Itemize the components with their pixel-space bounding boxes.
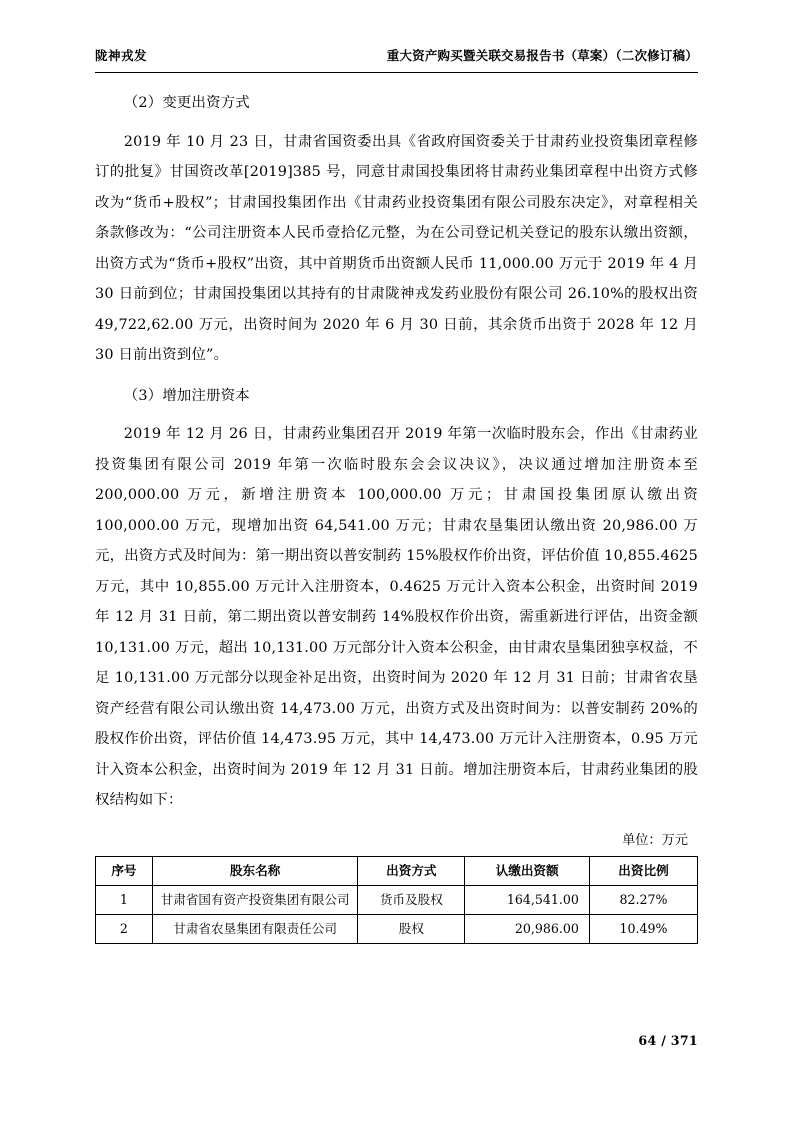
section-heading-2-variable-contribution: （2）变更出资方式 xyxy=(123,95,250,111)
cell-seq: 1 xyxy=(96,885,153,914)
shareholder-structure-table xyxy=(95,856,698,944)
spacer xyxy=(95,411,698,419)
column-header-contribution-type: 出资方式 xyxy=(358,856,465,885)
header-divider xyxy=(95,72,698,73)
header-company-name: 陇神戎发 xyxy=(95,48,148,63)
table-header-row xyxy=(96,856,698,885)
spacer xyxy=(95,119,698,127)
spacer xyxy=(95,371,698,381)
cell-shareholder-name: 甘肃省农垦集团有限责任公司 xyxy=(152,914,357,943)
table-row xyxy=(96,885,698,914)
header-document-title: 重大资产购买暨关联交易报告书（草案）（二次修订稿） xyxy=(386,48,698,63)
paragraph-capital-increase: 2019 年 12 月 26 日，甘肃药业集团召开 2019 年第一次临时股东会，作出《甘肃药业投资集团有限公司 2019 年第一次临时股东会会议决议》，决议通过增加注册资本至 200,000.00 万元，新增注册资本 100,000.00 万元；甘肃国投集团原认缴出资 100,000.00 万元，现增加出资 64,541.00 万元；甘肃农垦集团认缴出资 20,986.00 万元，出资方式及时间为：第一期出资以普安制药 15%股权作价出资，评估价值 10,855.4625 万元，其中 10,855.00 万元计入注册资本，0.4625 万元计入资本公积金，出资时间 2019 年 12 月 31 日前，第二期出资以普安制药 14%股权作价出资，需重新进行评估，出资金额 10,131.00 万元，超出 10,131.00 万元部分计入资本公积金，由甘肃农垦集团独享权益，不足 10,131.00 万元部分以现金补足出资，出资时间为 2020 年 12 月 31 日前；甘肃省农垦资产经营有限公司认缴出资 14,473.00 万元，出资方式及出资时间为：以普安制药 20%的股权作价出资，评估价值 14,473.95 万元，其中 14,473.00 万元计入注册资本，0.95 万元计入资本公积金，出资时间为 2019 年 12 月 31 日前。增加注册资本后，甘肃药业集团的股权结构如下： xyxy=(95,426,698,808)
cell-contribution-ratio: 82.27% xyxy=(589,885,697,914)
table-row xyxy=(96,914,698,943)
column-header-shareholder-name: 股东名称 xyxy=(152,856,357,885)
paragraph-variable-contribution: 2019 年 10 月 23 日，甘肃省国资委出具《省政府国资委关于甘肃药业投资集团章程修订的批复》甘国资改革[2019]385 号，同意甘肃国投集团将甘肃药业集团章程中出资方式修改为“货币+股权”；甘肃国投集团作出《甘肃药业投资集团有限公司股东决定》，对章程相关条款修改为：“公司注册资本人民币壹拾亿元整，为在公司登记机关登记的股东认缴出资额，出资方式为“货币+股权”出资，其中首期货币出资额人民币 11,000.00 万元于 2019 年 4 月 30 日前到位；甘肃国投集团以其持有的甘肃陇神戎发药业股份有限公司 26.10%的股权出资 49,722,62.00 万元，出资时间为 2020 年 6 月 30 日前，其余货币出资于 2028 年 12 月 30 日前出资到位”。 xyxy=(95,133,698,363)
column-header-seq: 序号 xyxy=(96,856,153,885)
cell-contribution-ratio: 10.49% xyxy=(589,914,697,943)
column-header-contribution-ratio: 出资比例 xyxy=(589,856,697,885)
cell-contribution-type: 货币及股权 xyxy=(358,885,465,914)
page-number: 64 / 371 xyxy=(638,1033,698,1048)
column-header-subscribed-amount: 认缴出资额 xyxy=(465,856,590,885)
section-heading-3-capital-increase: （3）增加注册资本 xyxy=(123,387,250,404)
table-unit-label: 单位：万元 xyxy=(622,832,688,848)
page-header xyxy=(95,46,698,64)
cell-subscribed-amount: 164,541.00 xyxy=(465,885,590,914)
cell-shareholder-name: 甘肃省国有资产投资集团有限公司 xyxy=(152,885,357,914)
cell-contribution-type: 股权 xyxy=(358,914,465,943)
cell-seq: 2 xyxy=(96,914,153,943)
page-content xyxy=(95,88,698,944)
cell-subscribed-amount: 20,986.00 xyxy=(465,914,590,943)
